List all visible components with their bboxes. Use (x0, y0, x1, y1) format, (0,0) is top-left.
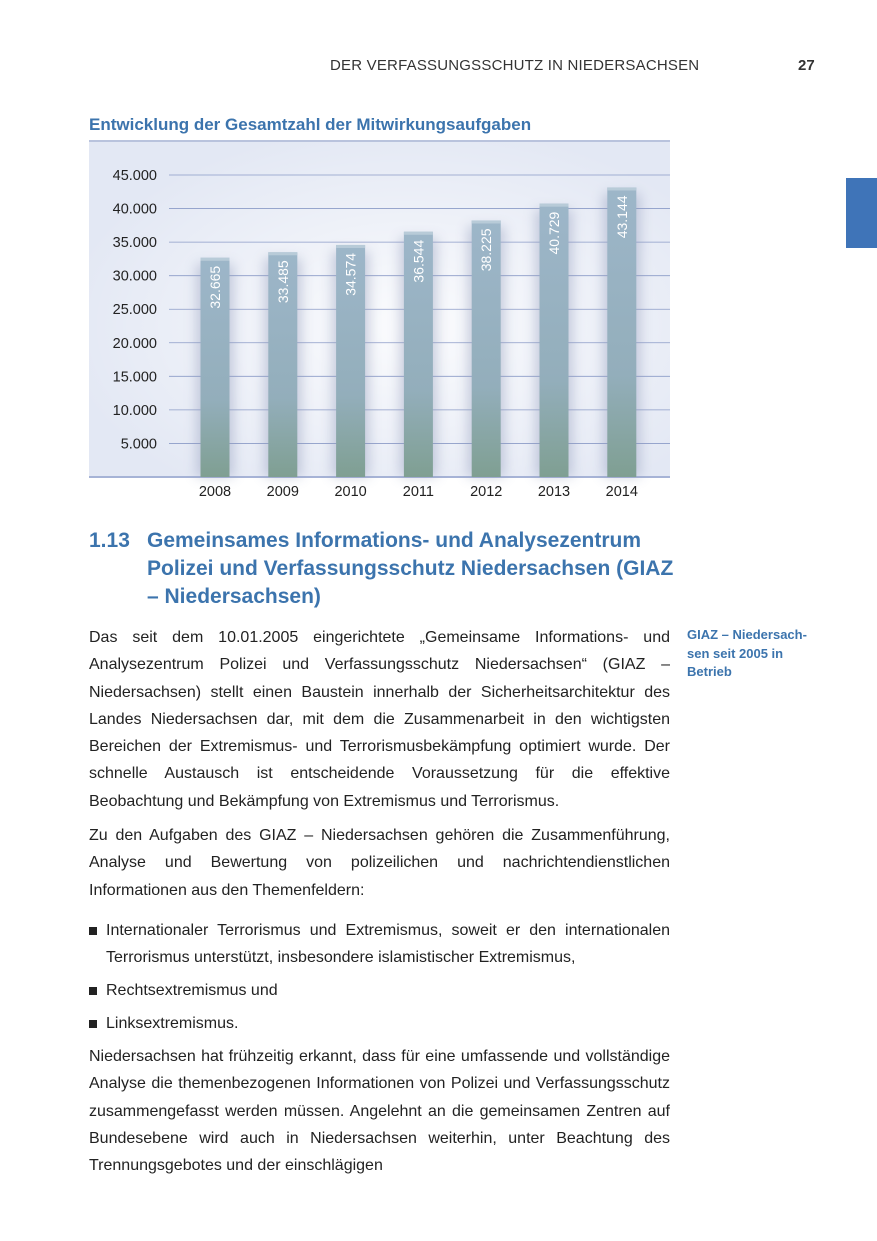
bar-chart (89, 140, 671, 505)
section-number: 1.13 (89, 529, 130, 552)
x-tick-label: 2010 (334, 484, 367, 500)
bullet-item (89, 1010, 670, 1037)
bar-top-highlight (472, 220, 501, 223)
x-tick-label: 2008 (198, 484, 232, 500)
bullet-square-icon (89, 927, 97, 935)
bullet-text: Internationaler Terrorismus und Extremismus, soweit er den internationalen Terrorismus unterstützt, insbesondere islamistischer Extremismus, (106, 922, 670, 967)
y-tick-label: 5.000 (120, 436, 157, 453)
bar-top-highlight (404, 232, 433, 235)
marginal-note: GIAZ – Niedersach-sen seit 2005 in Betrieb (687, 627, 807, 679)
page-number: 27 (798, 57, 815, 74)
running-header: DER VERFASSUNGSSCHUTZ IN NIEDERSACHSEN (330, 57, 700, 74)
x-tick-label: 2012 (470, 484, 503, 500)
bar-top-highlight (607, 187, 636, 190)
bar-value-label: 43.144 (613, 195, 630, 239)
y-tick-label: 20.000 (112, 335, 157, 352)
bullet-square-icon (89, 1020, 97, 1028)
x-tick-label: 2014 (605, 484, 638, 500)
bar-value-label: 36.544 (410, 239, 427, 283)
x-tick-label: 2011 (402, 484, 434, 500)
x-tick-label: 2009 (266, 484, 299, 500)
bar-value-label: 40.729 (546, 211, 562, 255)
chapter-edge-tab (846, 178, 877, 248)
bullet-text: Rechtsextremismus und (106, 982, 278, 999)
y-tick-label: 25.000 (112, 302, 157, 319)
y-tick-label: 45.000 (112, 168, 157, 184)
chart-title: Entwicklung der Gesamtzahl der Mitwirkungsaufgaben (89, 115, 532, 134)
y-tick-label: 15.000 (112, 369, 157, 386)
bar-value-label: 32.665 (207, 265, 223, 309)
section-title: Gemeinsames Informations- und Analysezentrum Polizei und Verfassungsschutz Niedersachsen (GIAZ – Niedersachsen) (147, 529, 674, 608)
paragraph-tasks: Zu den Aufgaben des GIAZ – Niedersachsen gehören die Zusammenführung, Analyse und Bewertung von polizeilichen und nachrichtendienstlichen Informationen aus den Themenfeldern: (89, 827, 670, 899)
bullet-item (89, 977, 670, 1004)
bar-top-highlight (268, 252, 297, 255)
y-tick-label: 10.000 (112, 402, 157, 419)
bar-top-highlight (336, 245, 365, 248)
bullet-item (89, 917, 670, 972)
bar-top-highlight (540, 204, 569, 207)
x-tick-label: 2013 (537, 484, 571, 500)
y-axis-ticks (113, 168, 157, 452)
bar-value-label: 33.485 (274, 260, 291, 304)
y-tick-label: 30.000 (112, 268, 157, 285)
bullet-square-icon (89, 987, 97, 995)
paragraph-analysis: Niedersachsen hat frühzeitig erkannt, dass für eine umfassende und vollständige Analyse die themenbezogenen Informationen von Polizei und Verfassungsschutz zusammengefasst werden müssen. Angelehnt an die gemeinsamen Zentren auf Bundesebene wird auch in Niedersachsen weiterhin, unter Beachtung des Trennungsgebotes und der einschlägigen (89, 1048, 670, 1175)
bar-value-label: 38.225 (478, 228, 495, 272)
bullet-text: Linksextremismus. (106, 1015, 239, 1032)
bar-value-label: 34.574 (342, 252, 359, 296)
bar-top-highlight (201, 258, 230, 261)
y-tick-label: 40.000 (112, 201, 157, 218)
x-axis-ticks (199, 484, 638, 500)
paragraph-intro: Das seit dem 10.01.2005 eingerichtete „Gemeinsame Informations- und Analysezentrum Polizei und Verfassungsschutz Niedersachsen“ (GIAZ – Niedersachsen) stellt einen Baustein innerhalb der Sicherheitsarchitektur des Landes Niedersachsen dar, mit dem die Zusammenarbeit in den wichtigsten Bereichen der Extremismus- und Terrorismusbekämpfung optimiert wurde. Der schnelle Austausch ist entscheidende Voraussetzung für die effektive Beobachtung und Bekämpfung von Extremismus und Terrorismus. (89, 629, 670, 810)
y-tick-label: 35.000 (112, 235, 157, 252)
